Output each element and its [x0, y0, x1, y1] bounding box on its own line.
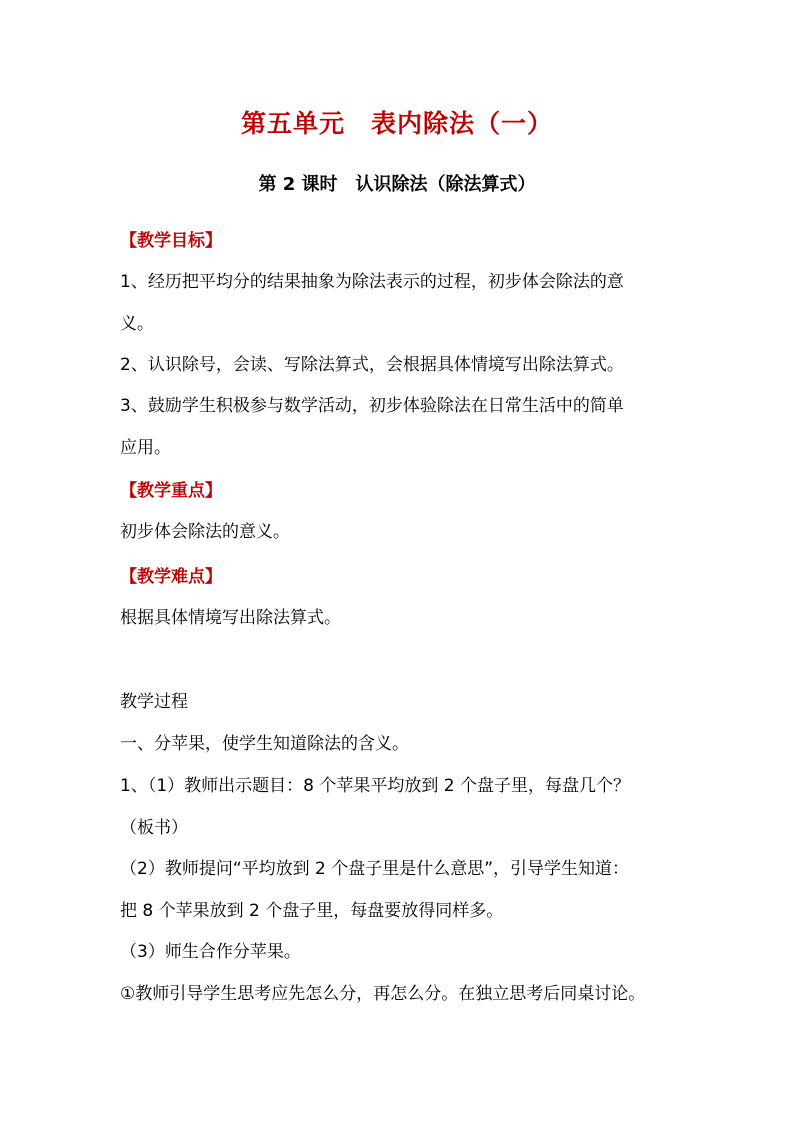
objective-1-line-1: 1、经历把平均分的结果抽象为除法表示的过程，初步体会除法的意 — [120, 272, 624, 292]
objectives-heading: 【教学目标】 — [120, 231, 222, 251]
objective-3-line-2: 应用。 — [120, 438, 171, 458]
process-step-2-line-1: （2）教师提问“平均放到 2 个盘子里是什么意思”，引导学生知道： — [120, 859, 630, 879]
process-step-3-sub-1: ①教师引导学生思考应先怎么分，再怎么分。在独立思考后同桌讨论。 — [120, 984, 646, 1004]
key-point-text: 初步体会除法的意义。 — [120, 522, 290, 542]
difficulty-text: 根据具体情境写出除法算式。 — [120, 608, 341, 628]
lesson-subtitle: 第 2 课时 认识除法（除法算式） — [258, 174, 536, 195]
objective-3-line-1: 3、鼓励学生积极参与数学活动，初步体验除法在日常生活中的简单 — [120, 396, 624, 416]
key-point-heading: 【教学重点】 — [120, 481, 222, 501]
process-section-1: 一、分苹果，使学生知道除法的含义。 — [120, 734, 409, 754]
process-step-1-line-1: 1、（1）教师出示题目：8 个苹果平均放到 2 个盘子里，每盘几个？ — [120, 776, 630, 796]
process-step-1-line-2: （板书） — [120, 818, 188, 838]
objective-1-line-2: 义。 — [120, 314, 154, 334]
unit-title: 第五单元 表内除法（一） — [240, 109, 553, 138]
process-step-2-line-2: 把 8 个苹果放到 2 个盘子里，每盘要放得同样多。 — [120, 901, 504, 921]
objective-2: 2、认识除号，会读、写除法算式，会根据具体情境写出除法算式。 — [120, 355, 624, 375]
process-step-3: （3）师生合作分苹果。 — [120, 942, 301, 962]
process-heading: 教学过程 — [120, 692, 188, 712]
difficulty-heading: 【教学难点】 — [120, 567, 222, 587]
